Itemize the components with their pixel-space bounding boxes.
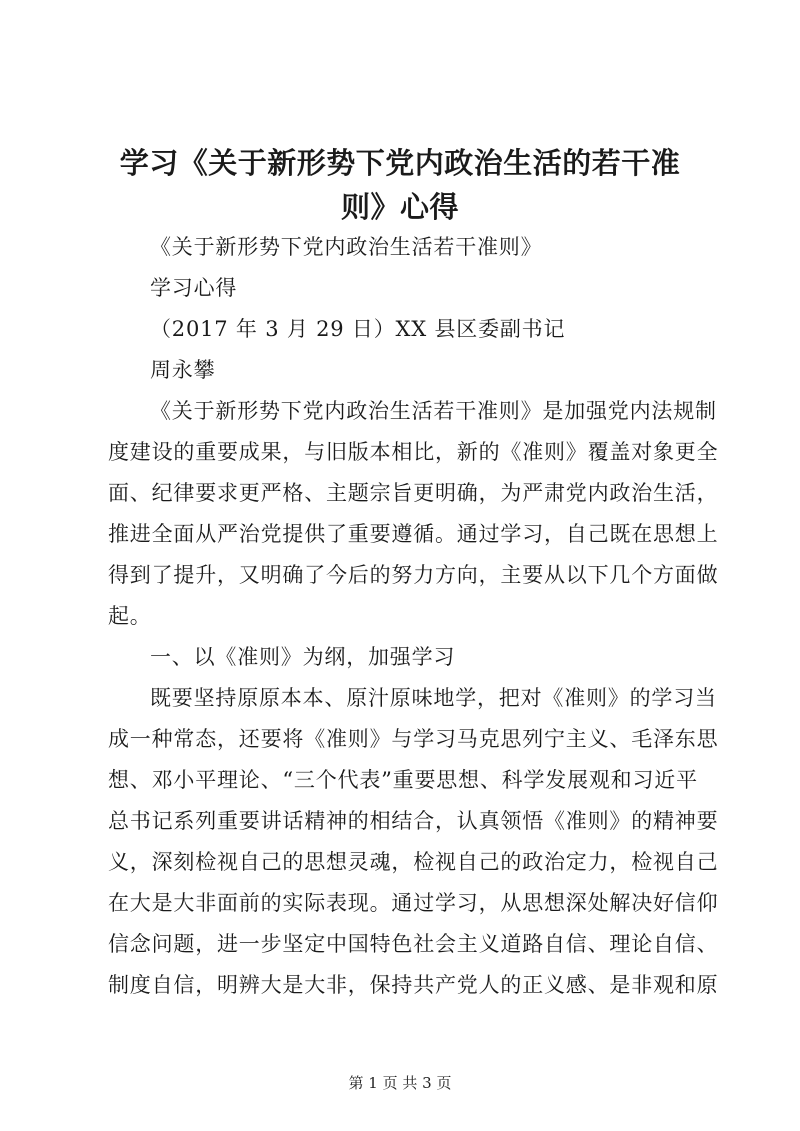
paragraph-line: 在大是大非面前的实际表现。通过学习，从思想深处解决好信仰 <box>108 891 719 915</box>
paragraph-line: 想、邓小平理论、“三个代表”重要思想、科学发展观和习近平 <box>108 768 698 792</box>
section-heading: 一、以《准则》为纲，加强学习 <box>150 645 456 669</box>
paragraph-line: 制度自信，明辨大是大非，保持共产党人的正义感、是非观和原 <box>108 973 719 997</box>
paragraph-line: 起。 <box>108 604 152 628</box>
paragraph-line: 义，深刻检视自己的思想灵魂，检视自己的政治定力，检视自己 <box>108 850 719 874</box>
paragraph-line: 度建设的重要成果，与旧版本相比，新的《准则》覆盖对象更全 <box>108 440 719 464</box>
paragraph-line: 《关于新形势下党内政治生活若干准则》是加强党内法规制 <box>150 399 717 423</box>
meta-author-name: 周永攀 <box>150 358 216 382</box>
paragraph-line: 成一种常态，还要将《准则》与学习马克思列宁主义、毛泽东思 <box>108 727 719 751</box>
meta-document-name: 《关于新形势下党内政治生活若干准则》 <box>150 235 543 259</box>
document-title-line-2: 则》心得 <box>340 190 459 224</box>
paragraph-line: 面、纪律要求更严格、主题宗旨更明确，为严肃党内政治生活， <box>108 481 719 505</box>
paragraph-line: 信念问题，进一步坚定中国特色社会主义道路自信、理论自信、 <box>108 932 719 956</box>
paragraph-line: 总书记系列重要讲话精神的相结合，认真领悟《准则》的精神要 <box>108 809 719 833</box>
meta-subtitle: 学习心得 <box>150 276 238 300</box>
paragraph-line: 得到了提升，又明确了今后的努力方向，主要从以下几个方面做 <box>108 563 719 587</box>
document-title-line-1: 学习《关于新形势下党内政治生活的若干准 <box>119 146 681 180</box>
paragraph-line: 推进全面从严治党提供了重要遵循。通过学习，自己既在思想上 <box>108 522 719 546</box>
meta-date-author-role: （2017 年 3 月 29 日）XX 县区委副书记 <box>150 317 566 341</box>
page-number-footer: 第 1 页 共 3 页 <box>348 1074 452 1092</box>
paragraph-line: 既要坚持原原本本、原汁原味地学，把对《准则》的学习当 <box>150 686 717 710</box>
